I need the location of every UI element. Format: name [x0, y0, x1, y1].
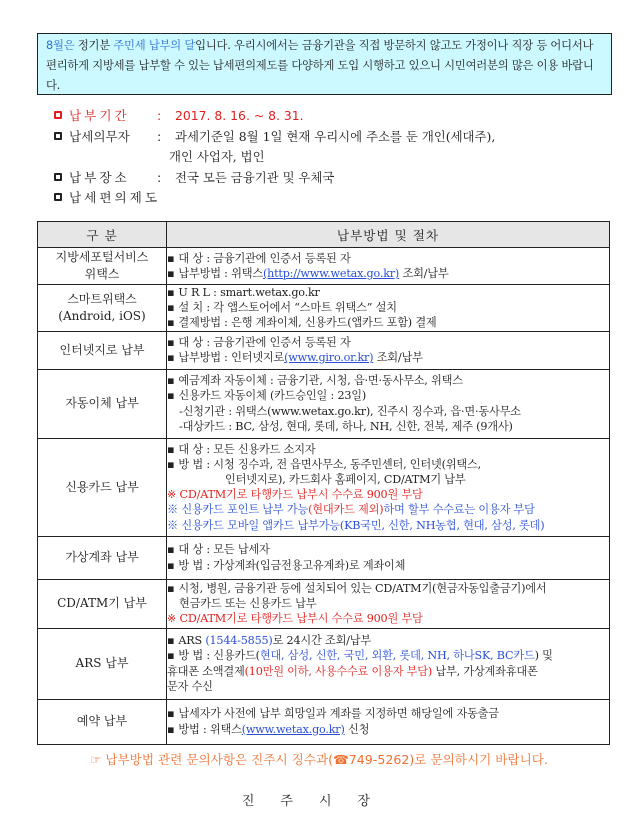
- inquiry-footer: ☞ 납부방법 관련 문의사항은 진주시 징수과(☎749-5262)로 문의하시기 바랍니다.: [90, 752, 548, 767]
- row-category: 인터넷지로 납부: [38, 331, 167, 369]
- checkbox-square-icon: [54, 173, 62, 181]
- table-row: [38, 438, 610, 536]
- item-label: 납세편의제도: [69, 190, 160, 205]
- colon: :: [157, 108, 162, 123]
- item-convenience-system: [52, 188, 495, 209]
- table-row: [38, 699, 610, 744]
- row-details: ▪ 예금계좌 자동이체 : 금융기관, 시청, 읍·면·동사무소, 위택스 ▪ 신용카드 자동이체 (카드승인일 : 23일) -신청기관 : 위택스(www.wetax.go.kr), 진주시 징수과, 읍·면·동사무소 -대상카드 : BC, 삼성, 현대, 롯데, 하나, NH, 신한, 전북, 제주 (9개사): [167, 369, 610, 438]
- wetax-link[interactable]: (http://www.wetax.go.kr): [262, 267, 400, 280]
- table-row: [38, 331, 610, 369]
- item-value: 과세기준일 8월 1일 현재 우리시에 주소를 둔 개인(세대주),: [175, 128, 496, 144]
- table-row: [38, 248, 610, 285]
- table-row: [38, 285, 610, 332]
- table-header-row: [38, 222, 610, 248]
- row-details: ▪ ARS (1544-5855)로 24시간 조회/납부 ▪ 방 법 : 신용카드(현대, 삼성, 신한, 국민, 외환, 롯데, NH, 하나SK, BC카드) 및 휴대폰 소액결제(10만원 이하, 사용수수료 이용자 부담) 납부, 가상계좌휴대폰 문자 수신: [167, 628, 610, 699]
- row-details: ▪ U R L : smart.wetax.go.kr ▪ 설 치 : 각 앱스토어에서 “스마트 위택스” 설치 ▪ 결제방법 : 은행 계좌이체, 신용카드(앱카드 포함) 결제: [167, 285, 610, 332]
- notice-box: [37, 33, 612, 95]
- row-category: 스마트위택스 (Android, iOS): [38, 285, 167, 332]
- item-taxpayer: [52, 127, 495, 148]
- giro-link[interactable]: (www.giro.or.kr): [284, 351, 374, 365]
- item-value-2: 개인 사업자, 법인: [169, 149, 265, 164]
- row-category: 지방세포털서비스 위택스: [38, 248, 167, 285]
- table-row: [38, 628, 610, 699]
- colon: :: [157, 169, 162, 185]
- colon: :: [157, 128, 162, 144]
- item-taxpayer-cont: [52, 147, 495, 168]
- checkbox-square-icon: [54, 132, 62, 140]
- payment-methods-table: [37, 221, 610, 745]
- notice-text-rest: 입니다. 우리시에서는 금융기관을 직접 방문하지 않고도 가정이나 직장 등 어디서나 편리하게 지방세를 납부할 수 있는 납세편의제도를 다양하게 도입 시행하고 있으니 시민여러분의 많은 이용 바랍니다.: [46, 39, 594, 92]
- table-row: [38, 579, 610, 628]
- notice-month: 8월은: [46, 39, 75, 52]
- row-details: ▪ 대 상 : 금융기관에 인증서 등록된 자 ▪ 납부방법 : 위택스(http://www.wetax.go.kr) 조회/납부: [167, 248, 610, 285]
- item-value: 2017. 8. 16. ~ 8. 31.: [175, 108, 304, 123]
- row-category: 신용카드 납부: [38, 438, 167, 536]
- item-label: 납부장소: [69, 169, 130, 185]
- info-list: [52, 106, 495, 209]
- row-category: 예약 납부: [38, 699, 167, 744]
- row-category: 가상계좌 납부: [38, 536, 167, 579]
- item-payment-period: [52, 106, 495, 127]
- item-payment-place: [52, 168, 495, 189]
- table-row: [38, 536, 610, 579]
- table-row: [38, 369, 610, 438]
- header-method: 납부방법 및 절차: [167, 222, 610, 248]
- row-details: ▪ 대 상 : 금융기관에 인증서 등록된 자 ▪ 납부방법 : 인터넷지로(www.giro.or.kr) 조회/납부: [167, 331, 610, 369]
- row-details: ▪ 시청, 병원, 금융기관 등에 설치되어 있는 CD/ATM기(현금자동입출금기)에서 현금카드 또는 신용카드 납부 ※ CD/ATM기로 타행카드 납부시 수수료 900원 부담: [167, 579, 610, 628]
- row-category: ARS 납부: [38, 628, 167, 699]
- row-details: ▪ 납세자가 사전에 납부 희망일과 계좌를 지정하면 해당일에 자동출금 ▪ 방법 : 위택스(www.wetax.go.kr) 신청: [167, 699, 610, 744]
- checkbox-square-icon: [54, 111, 62, 119]
- item-label: 납세의무자: [69, 128, 130, 144]
- notice-text: 정기분: [74, 39, 114, 52]
- signature: 진주시장: [241, 794, 397, 809]
- item-label: 납부기간: [69, 108, 130, 123]
- wetax-link[interactable]: (www.wetax.go.kr): [241, 722, 345, 736]
- row-details: ▪ 대 상 : 모든 신용카드 소지자 ▪ 방 법 : 시청 징수과, 전 읍면사무소, 동주민센터, 인터넷(위택스, 인터넷지로), 카드회사 홈페이지, CD/ATM기 납부 ※ CD/ATM기로 타행카드 납부시 수수료 900원 부담 ※ 신용카드 포인트 납부 가능(현대카드 제외)하며 할부 수수료는 이용자 부담 ※ 신용카드 모바일 앱카드 납부가능(KB국민, 신한, NH농협, 현대, 삼성, 롯데): [167, 438, 610, 536]
- row-category: CD/ATM기 납부: [38, 579, 167, 628]
- row-category: 자동이체 납부: [38, 369, 167, 438]
- row-details: ▪ 대 상 : 모든 납세자 ▪ 방 법 : 가상계좌(입금전용고유계좌)로 계좌이체: [167, 536, 610, 579]
- item-value: 전국 모든 금융기관 및 우체국: [175, 169, 335, 185]
- checkbox-square-icon: [54, 193, 62, 201]
- header-category: 구 분: [38, 222, 167, 248]
- notice-highlight: 주민세 납부의 달: [113, 39, 196, 52]
